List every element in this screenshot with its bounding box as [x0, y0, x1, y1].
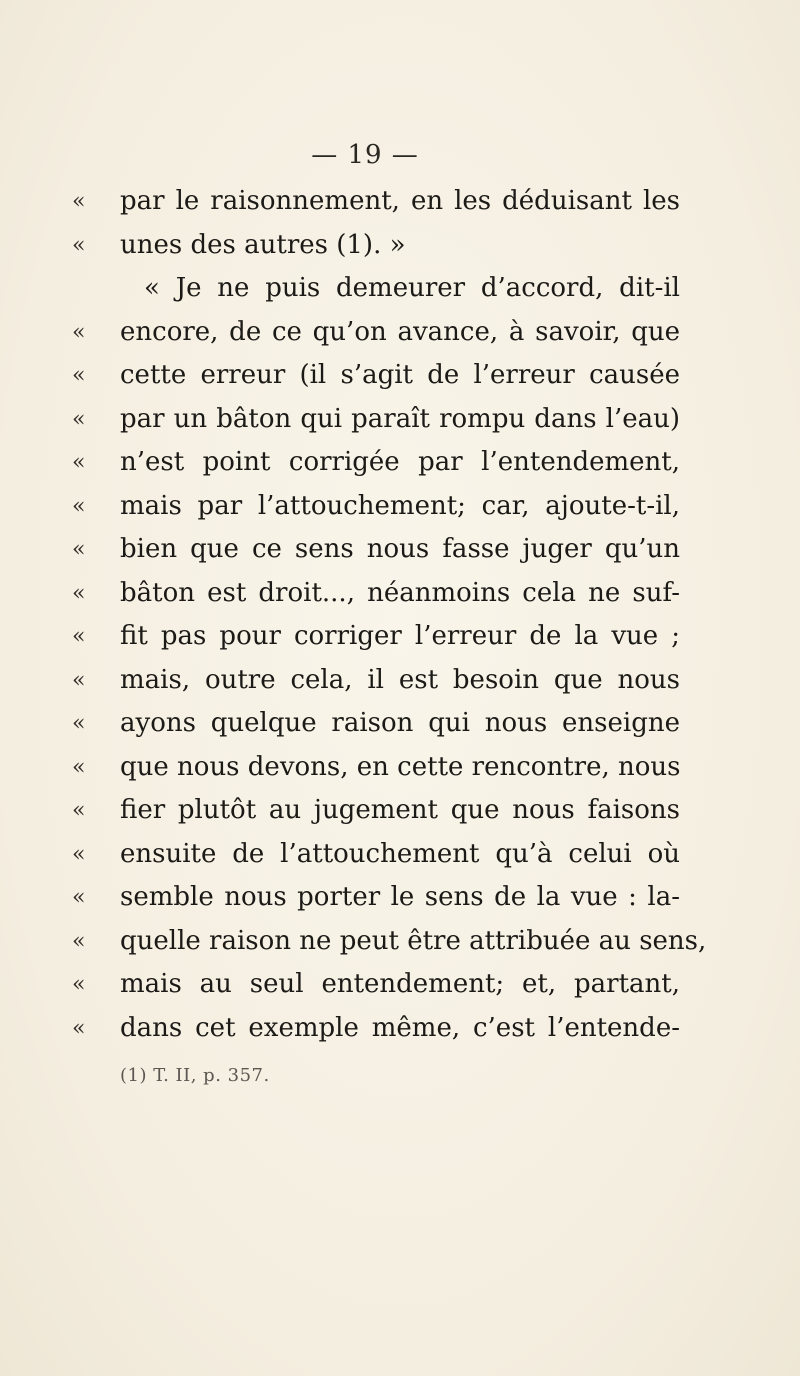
text-line — [72, 876, 680, 920]
line-text: par le raisonnement, en les déduisant les — [120, 186, 680, 216]
line-text: mais au seul entendement; et, partant, — [120, 969, 680, 999]
line-text: ayons quelque raison qui nous enseigne — [120, 708, 680, 738]
line-text: unes des autres (1). » — [120, 229, 406, 260]
guillemet-mark: « — [72, 841, 86, 867]
text-line — [72, 224, 680, 268]
guillemet-mark: « — [72, 798, 86, 823]
text-line — [72, 180, 680, 224]
line-text: « Je ne puis demeurer d’accord, dit-il — [144, 273, 680, 303]
text-line — [72, 833, 680, 877]
text-line — [72, 485, 680, 529]
guillemet-mark: « — [72, 232, 86, 258]
guillemet-mark: « — [72, 885, 86, 910]
guillemet-mark: « — [72, 406, 86, 432]
text-line — [72, 789, 680, 833]
line-text: bien que ce sens nous fasse juger qu’un — [120, 534, 680, 564]
line-text: semble nous porter le sens de la vue : la- — [120, 882, 680, 912]
line-text: bâton est droit..., néanmoins cela ne suf- — [120, 577, 680, 608]
guillemet-mark: « — [72, 972, 86, 997]
guillemet-mark: « — [72, 537, 86, 562]
guillemet-mark: « — [72, 319, 86, 345]
text-line — [72, 354, 680, 398]
line-text: n’est point corrigée par l’entendement, — [120, 447, 680, 477]
text-line — [72, 702, 680, 746]
line-text: cette erreur (il s’agit de l’erreur causée — [120, 360, 680, 390]
guillemet-mark: « — [72, 363, 86, 388]
body-text — [72, 180, 707, 1050]
text-line — [72, 311, 680, 355]
text-line — [72, 441, 680, 485]
guillemet-mark: « — [72, 928, 86, 954]
line-text: ensuite de l’attouchement qu’à celui où — [120, 838, 680, 869]
guillemet-mark: « — [72, 711, 86, 736]
guillemet-mark: « — [72, 667, 86, 693]
guillemet-mark: « — [72, 493, 86, 519]
line-text: encore, de ce qu’on avance, à savoir, que — [120, 316, 680, 347]
text-line — [72, 1007, 680, 1051]
guillemet-mark: « — [72, 580, 86, 606]
guillemet-mark: « — [72, 754, 86, 780]
guillemet-mark: « — [72, 1015, 86, 1041]
guillemet-mark: « — [72, 624, 86, 649]
page-number: — 19 — — [311, 140, 419, 170]
line-text: dans cet exemple même, c’est l’entende- — [120, 1012, 680, 1043]
footnote: (1) T. II, p. 357. — [120, 1065, 270, 1086]
line-text: fit pas pour corriger l’erreur de la vue ; — [120, 621, 680, 651]
line-text: quelle raison ne peut être attribuée au sens, — [120, 925, 707, 956]
line-text: mais par l’attouchement; car, ajoute-t-il, — [120, 490, 680, 521]
text-line — [72, 659, 680, 703]
line-text: fier plutôt au jugement que nous faisons — [120, 795, 680, 825]
text-line — [72, 963, 680, 1007]
line-text: mais, outre cela, il est besoin que nous — [120, 664, 680, 695]
text-line — [72, 746, 681, 790]
guillemet-mark: « — [72, 189, 86, 214]
text-line — [72, 920, 707, 964]
line-text: par un bâton qui paraît rompu dans l’eau) — [120, 403, 680, 434]
guillemet-mark: « — [72, 450, 86, 475]
text-line — [72, 398, 680, 442]
line-text: que nous devons, en cette rencontre, nous — [120, 751, 681, 782]
text-line — [80, 267, 680, 311]
text-line — [72, 615, 680, 659]
text-line — [72, 528, 680, 572]
text-line — [72, 572, 680, 616]
